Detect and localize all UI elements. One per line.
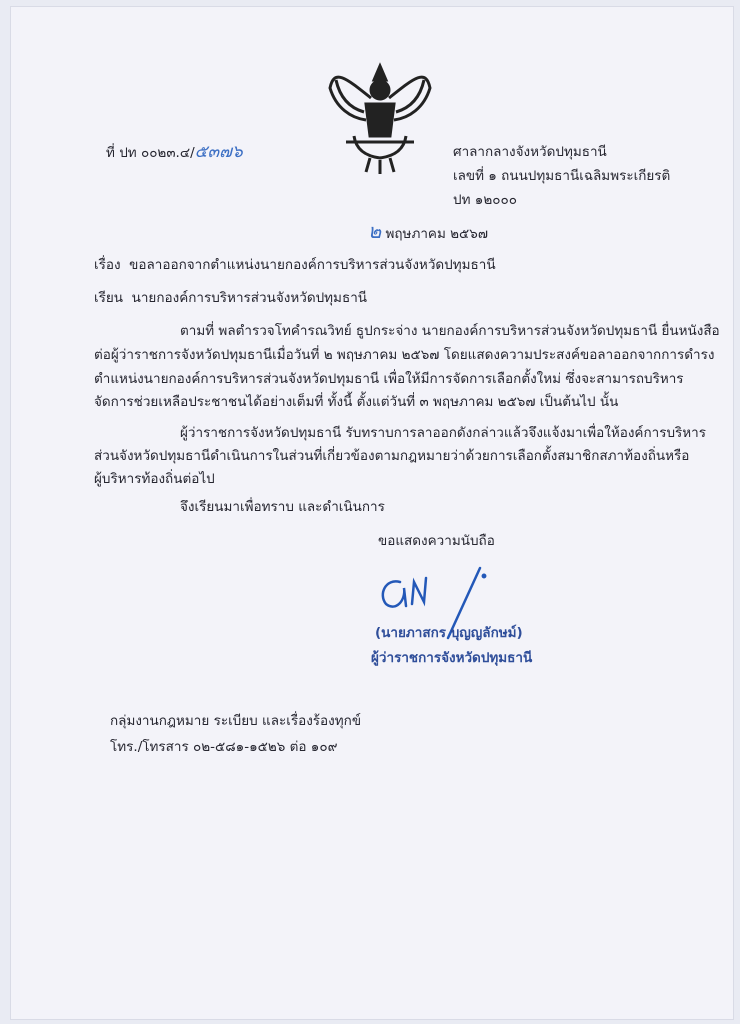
closing-text: จึงเรียนมาเพื่อทราบ และดำเนินการ: [180, 499, 385, 515]
paragraph1-line: ต่อผู้ว่าราชการจังหวัดปทุมธานีเมื่อวันที่ ๒ พฤษภาคม ๒๕๖๗ โดยแสดงความประสงค์ขอลาออกจากการดำรง: [94, 347, 715, 363]
addressee-line: [94, 289, 367, 307]
addressee-text: นายกองค์การบริหารส่วนจังหวัดปทุมธานี: [131, 290, 368, 306]
signer-position: ผู้ว่าราชการจังหวัดปทุมธานี: [371, 650, 533, 666]
signer-name: (นายภาสกร บุญญลักษม์): [375, 625, 523, 641]
subject-line: [94, 256, 496, 274]
footer-department: กลุ่มงานกฎหมาย ระเบียบ และเรื่องร้องทุกข์: [110, 713, 362, 729]
signoff-text: ขอแสดงความนับถือ: [378, 533, 495, 549]
paragraph1-line: จัดการช่วยเหลือประชาชนได้อย่างเต็มที่ ทั้งนี้ ตั้งแต่วันที่ ๓ พฤษภาคม ๒๕๖๗ เป็นต้นไป นั้น: [94, 394, 619, 410]
paragraph2-line: ส่วนจังหวัดปทุมธานีดำเนินการในส่วนที่เกี่ยวข้องตามกฎหมายว่าด้วยการเลือกตั้งสมาชิกสภาท้องถิ่นหรือ: [94, 448, 690, 464]
subject-label: เรื่อง: [94, 257, 121, 273]
date-month-year: พฤษภาคม ๒๕๖๗: [385, 226, 488, 242]
garuda-emblem: [326, 58, 434, 176]
office-name: ศาลากลางจังหวัดปทุมธานี: [453, 144, 607, 160]
reference-label: ที่ ปท ๐๐๒๓.๔/: [106, 145, 195, 161]
subject-text: ขอลาออกจากตำแหน่งนายกองค์การบริหารส่วนจังหวัดปทุมธานี: [129, 257, 496, 273]
paragraph2-line: ผู้บริหารท้องถิ่นต่อไป: [94, 471, 215, 487]
paragraph1-line: ตามที่ พลตำรวจโทคำรณวิทย์ ธูปกระจ่าง นายกองค์การบริหารส่วนจังหวัดปทุมธานี ยื่นหนังสือ: [180, 323, 720, 339]
document-date: [368, 219, 488, 243]
office-address: เลขที่ ๑ ถนนปทุมธานีเฉลิมพระเกียรติ: [453, 168, 671, 184]
office-postal: ปท ๑๒๐๐๐: [453, 192, 517, 208]
footer-phone: โทร./โทรสาร ๐๒-๕๘๑-๑๕๒๖ ต่อ ๑๐๙: [110, 739, 338, 755]
reference-handwritten: ๕๓๗๖: [194, 142, 243, 162]
paragraph2-line: ผู้ว่าราชการจังหวัดปทุมธานี รับทราบการลาออกดังกล่าวแล้วจึงแจ้งมาเพื่อให้องค์การบริหาร: [180, 425, 706, 441]
addressee-label: เรียน: [94, 290, 124, 306]
paragraph1-line: ตำแหน่งนายกองค์การบริหารส่วนจังหวัดปทุมธานี เพื่อให้มีการจัดการเลือกตั้งใหม่ ซึ่งจะสามารถบริหาร: [94, 371, 684, 387]
reference-number: [106, 143, 243, 162]
date-handwritten-day: ๒: [368, 219, 382, 243]
